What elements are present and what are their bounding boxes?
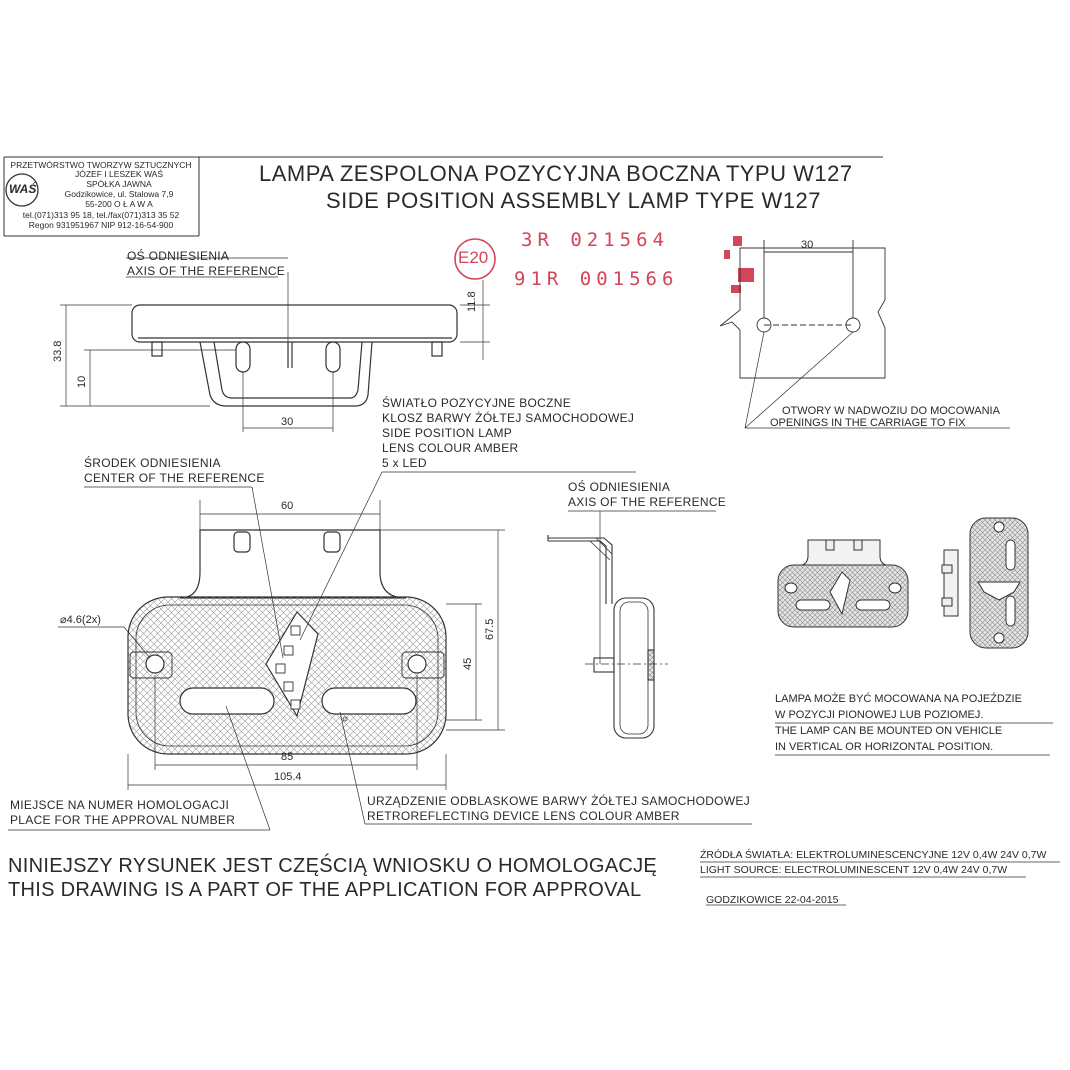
- approval-place-label-en: PLACE FOR THE APPROVAL NUMBER: [10, 813, 236, 827]
- approval-mark: E20: [458, 248, 489, 267]
- openings-label-en: OPENINGS IN THE CARRIAGE TO FIX: [770, 417, 966, 429]
- openings-label-pl: OTWORY W NADWOZIU DO MOCOWANIA: [782, 405, 1000, 417]
- center-reference-label-en: CENTER OF THE REFERENCE: [84, 471, 265, 485]
- side-axis-label-en: AXIS OF THE REFERENCE: [568, 495, 727, 509]
- company-regon: Regon 931951967 NIP 912-16-54-900: [28, 220, 174, 230]
- company-city: 55-200 O Ł A W A: [85, 199, 153, 209]
- dimension-60: 60: [281, 500, 294, 512]
- dimension-33-8: 33.8: [52, 340, 64, 362]
- dimension-105-4: 105.4: [274, 771, 302, 783]
- company-name-line3: SPÓŁKA JAWNA: [86, 179, 152, 189]
- company-name-line1: PRZETWÓRSTWO TWORZYW SZTUCZNYCH: [10, 160, 192, 170]
- center-reference-label-pl: ŚRODEK ODNIESIENIA: [84, 456, 221, 470]
- retroreflector-label-pl: URZĄDZENIE ODBLASKOWE BARWY ŻÓŁTEJ SAMOCHODOWEJ: [367, 794, 751, 808]
- approval-code-1: 3R 021564: [521, 229, 669, 251]
- approval-code-2: 91R 001566: [514, 268, 679, 290]
- lamp-label-2: KLOSZ BARWY ŻÓŁTEJ SAMOCHODOWEJ: [382, 411, 635, 425]
- dimension-67-5: 67.5: [484, 618, 496, 640]
- dimension-30-holes: 30: [801, 239, 814, 251]
- side-axis-label-pl: OŚ ODNIESIENIA: [568, 480, 671, 494]
- company-logo-text: WAŚ: [9, 182, 37, 196]
- retroreflector-label-en: RETROREFLECTING DEVICE LENS COLOUR AMBER: [367, 809, 680, 823]
- application-note-pl: NINIEJSZY RYSUNEK JEST CZĘŚCIĄ WNIOSKU O HOMOLOGACJĘ: [8, 855, 658, 877]
- application-note-en: THIS DRAWING IS A PART OF THE APPLICATION FOR APPROVAL: [8, 879, 642, 901]
- mount-note-2: W POZYCJI PIONOWEJ LUB POZIOMEJ.: [775, 709, 984, 721]
- dimension-10: 10: [76, 375, 88, 388]
- dimension-hole-diameter: ⌀4.6(2x): [60, 614, 101, 626]
- dimension-85: 85: [281, 751, 294, 763]
- title-polish: LAMPA ZESPOLONA POZYCYJNA BOCZNA TYPU W127: [259, 161, 853, 186]
- vertical-mount-render: [942, 518, 1028, 648]
- title-english: SIDE POSITION ASSEMBLY LAMP TYPE W127: [326, 188, 821, 213]
- mount-note-1: LAMPA MOŻE BYĆ MOCOWANA NA POJEŹDZIE: [775, 693, 1022, 705]
- lamp-label-3: SIDE POSITION LAMP: [382, 426, 513, 440]
- horizontal-mount-render: [778, 540, 908, 627]
- lamp-label-4: LENS COLOUR AMBER: [382, 441, 519, 455]
- mount-note-4: IN VERTICAL OR HORIZONTAL POSITION.: [775, 741, 994, 753]
- note-underlines: [126, 277, 1060, 877]
- light-source-label-pl: ŹRÓDŁA ŚWIATŁA: ELEKTROLUMINESCENCYJNE 12V 0,4W 24V 0,7W: [700, 849, 1047, 861]
- dimension-11-8: 11.8: [466, 291, 478, 312]
- company-address: Godzikowice, ul. Stalowa 7,9: [64, 189, 174, 199]
- dimension-30-pins: 30: [281, 416, 294, 428]
- mounting-holes-diagram: [720, 240, 1010, 428]
- approval-place-label-pl: MIEJSCE NA NUMER HOMOLOGACJI: [10, 798, 230, 812]
- company-name-line2: JÓZEF I LESZEK WAŚ: [74, 169, 163, 179]
- side-profile-view: [548, 511, 716, 738]
- axis-reference-label-en: AXIS OF THE REFERENCE: [127, 264, 286, 278]
- front-view: [8, 472, 846, 905]
- axis-reference-label-pl: OŚ ODNIESIENIA: [127, 249, 230, 263]
- dimension-45: 45: [462, 657, 474, 670]
- mount-note-3: THE LAMP CAN BE MOUNTED ON VEHICLE: [775, 725, 1003, 737]
- light-source-label-en: LIGHT SOURCE: ELECTROLUMINESCENT 12V 0,4W 24V 0,7W: [700, 864, 1008, 876]
- drawing-date: GODZIKOWICE 22-04-2015: [706, 894, 839, 906]
- lamp-label-5: 5 x LED: [382, 456, 427, 470]
- ink-marks: [724, 236, 754, 293]
- lamp-label-1: ŚWIATŁO POZYCYJNE BOCZNE: [382, 396, 571, 410]
- company-phone: tel.(071)313 95 18, tel./fax(071)313 35 52: [22, 210, 180, 220]
